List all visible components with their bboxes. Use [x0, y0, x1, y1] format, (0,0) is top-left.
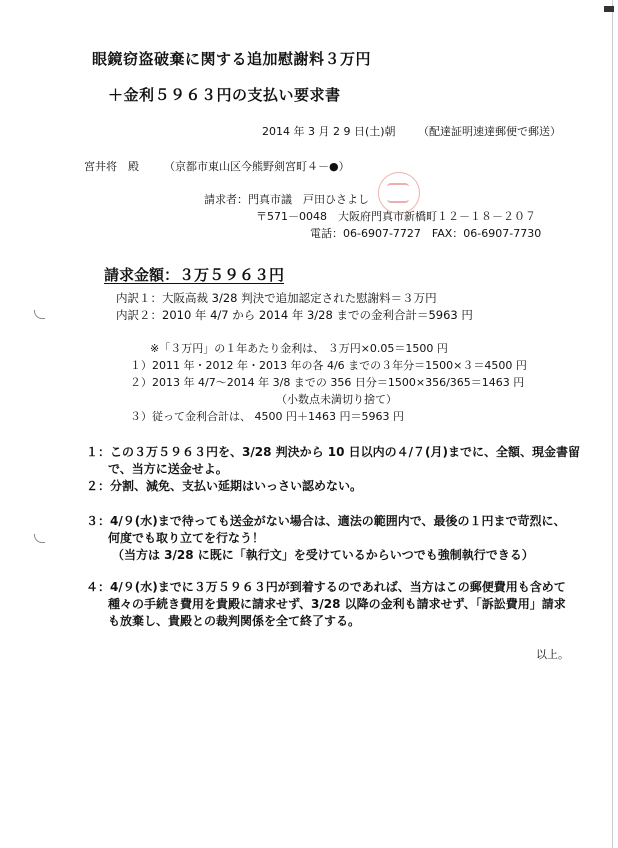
- requester-label: 請求者：門真市議 戸田ひさよし: [204, 193, 369, 206]
- requester-phone-fax: 電話：06-6907-7727 FAX：06-6907-7730: [310, 227, 542, 240]
- claim-amount: 請求金額：３万５９６３円: [104, 266, 285, 284]
- item-2: ２：分割、減免、支払い延期はいっさい認めない。: [86, 479, 363, 493]
- scan-smudge: [604, 6, 614, 12]
- closing: 以上。: [536, 648, 569, 661]
- margin-mark: [34, 534, 45, 543]
- item-3-line-1: ３：4/９(水)まで待っても送金がない場合は、適法の範囲内で、最後の１円まで苛烈に、: [86, 514, 566, 528]
- calc-note-3: ３）従って金利合計は、 4500 円＋1463 円＝5963 円: [130, 410, 404, 423]
- calc-note-rate: ※「３万円」の１年あたり金利は、 ３万円×0.05＝1500 円: [150, 342, 448, 355]
- requester-address: 〒571－0048 大阪府門真市新橋町１２－１８－２０７: [256, 210, 536, 223]
- addressee-address: （京都市東山区今熊野剣宮町４－●）: [164, 160, 350, 173]
- calc-note-1: １）2011 年・2012 年・2013 年の各 4/6 までの３年分＝1500×３＝4500 円: [130, 359, 527, 372]
- item-4-line-2: 種々の手続き費用を貴殿に請求せず、3/28 以降の金利も請求せず、「訴訟費用」請求: [108, 597, 566, 611]
- seal-stamp: [378, 172, 420, 214]
- addressee-name: 宮井将 殿: [84, 160, 139, 173]
- calc-note-2: ２）2013 年 4/7～2014 年 3/8 までの 356 日分＝1500×356/365＝1463 円: [130, 376, 525, 389]
- send-method: （配達証明速達郵便で郵送）: [418, 125, 561, 138]
- document-title-line2: ＋金利５９６３円の支払い要求書: [108, 86, 341, 104]
- document-title-line1: 眼鏡窃盗破棄に関する追加慰謝料３万円: [92, 50, 372, 68]
- breakdown-item-1: 内訳１：大阪高裁 3/28 判決で追加認定された慰謝料＝３万円: [116, 291, 437, 305]
- calc-note-rounding: （小数点未満切り捨て）: [276, 393, 397, 406]
- item-1-line-1: １：この３万５９６３円を、3/28 判決から 10 日以内の４/７(月)までに、全額、現金書留: [86, 445, 581, 459]
- page-edge: [612, 0, 613, 848]
- margin-mark: [34, 310, 45, 319]
- item-1-line-2: で、当方に送金せよ。: [108, 462, 228, 476]
- breakdown-item-2: 内訳２：2010 年 4/7 から 2014 年 3/28 までの金利合計＝5963 円: [116, 308, 473, 322]
- item-3-line-3: （当方は 3/28 に既に「執行文」を受けているからいつでも強制執行できる）: [112, 548, 534, 562]
- item-3-line-2: 何度でも取り立てを行なう！: [108, 531, 265, 545]
- document-date: 2014 年 3 月 2 9 日(土)朝: [262, 125, 396, 138]
- item-4-line-1: ４：4/９(水)までに３万５９６３円が到着するのであれば、当方はこの郵便費用も含めて: [86, 580, 566, 594]
- item-4-line-3: も放棄し、貴殿との裁判関係を全て終了する。: [108, 614, 361, 628]
